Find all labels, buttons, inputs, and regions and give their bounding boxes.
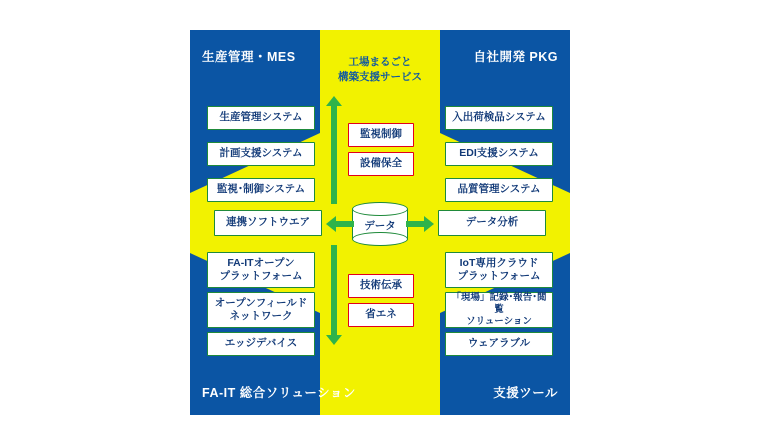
node-skill-transfer: 技術伝承 xyxy=(348,274,414,298)
node-equipment-maintenance: 設備保全 xyxy=(348,152,414,176)
arrow-down-icon xyxy=(326,245,342,345)
database-label: データ xyxy=(364,219,396,232)
node-fa-it-open-platform-text xyxy=(220,257,303,283)
node-production-management-system: 生産管理システム xyxy=(207,106,315,130)
arrow-down-head xyxy=(326,335,342,345)
node-site-record-report-view-solution-text xyxy=(449,292,549,328)
node-site-record-report-view-solution-line1: 「現場」記録･報告･閲覧 xyxy=(451,292,547,316)
node-data-analysis: データ分析 xyxy=(438,210,546,236)
arrow-left-icon xyxy=(326,216,354,232)
center-service-title xyxy=(330,55,430,85)
arrow-up-shaft xyxy=(331,104,337,204)
node-open-field-network xyxy=(207,292,315,328)
database-top-ellipse xyxy=(352,202,408,216)
node-iot-cloud-platform-line2: プラットフォーム xyxy=(457,270,541,282)
node-fa-it-open-platform-line1: FA-ITオープン xyxy=(227,256,295,269)
arrow-right-shaft xyxy=(406,221,426,227)
node-iot-cloud-platform xyxy=(445,252,553,288)
quadrant-label-top-right: 自社開発 PKG xyxy=(473,50,558,64)
node-iot-cloud-platform-line1: IoT専用クラウド xyxy=(459,256,539,269)
node-edge-device: エッジデバイス xyxy=(207,332,315,356)
arrow-right-head xyxy=(424,216,434,232)
node-fa-it-open-platform-line2: プラットフォーム xyxy=(219,270,303,282)
node-planning-support-system: 計画支援システム xyxy=(207,142,315,166)
center-service-title-line2: 構築支援サービス xyxy=(338,71,422,84)
node-open-field-network-text xyxy=(215,297,308,323)
arrow-right-icon xyxy=(406,216,434,232)
node-shipping-inspection-system: 入出荷検品システム xyxy=(445,106,553,130)
arrow-left-shaft xyxy=(334,221,354,227)
center-service-title-line1: 工場まるごと xyxy=(348,56,412,68)
quadrant-label-bottom-left: FA-IT 総合ソリューション xyxy=(202,386,356,400)
node-fa-it-open-platform xyxy=(207,252,315,288)
node-open-field-network-line1: オープンフィールド xyxy=(214,296,308,309)
node-integration-software: 連携ソフトウエア xyxy=(214,210,322,236)
node-iot-cloud-platform-text xyxy=(458,257,541,283)
node-edi-support-system: EDI支援システム xyxy=(445,142,553,166)
arrow-up-icon xyxy=(326,96,342,204)
arrow-down-shaft xyxy=(331,245,337,337)
node-quality-management-system: 品質管理システム xyxy=(445,178,553,202)
quadrant-label-top-left: 生産管理・MES xyxy=(202,50,296,64)
node-monitoring-control-system: 監視･制御システム xyxy=(207,178,315,202)
node-open-field-network-line2: ネットワーク xyxy=(229,310,293,322)
node-site-record-report-view-solution-line2: ソリューション xyxy=(466,315,532,327)
node-wearable: ウェアラブル xyxy=(445,332,553,356)
node-energy-saving: 省エネ xyxy=(348,303,414,327)
node-site-record-report-view-solution xyxy=(445,292,553,328)
database-cylinder xyxy=(352,202,408,246)
node-supervisory-control: 監視制御 xyxy=(348,123,414,147)
quadrant-label-bottom-right: 支援ツール xyxy=(493,386,558,400)
database-bottom-ellipse xyxy=(352,232,408,246)
